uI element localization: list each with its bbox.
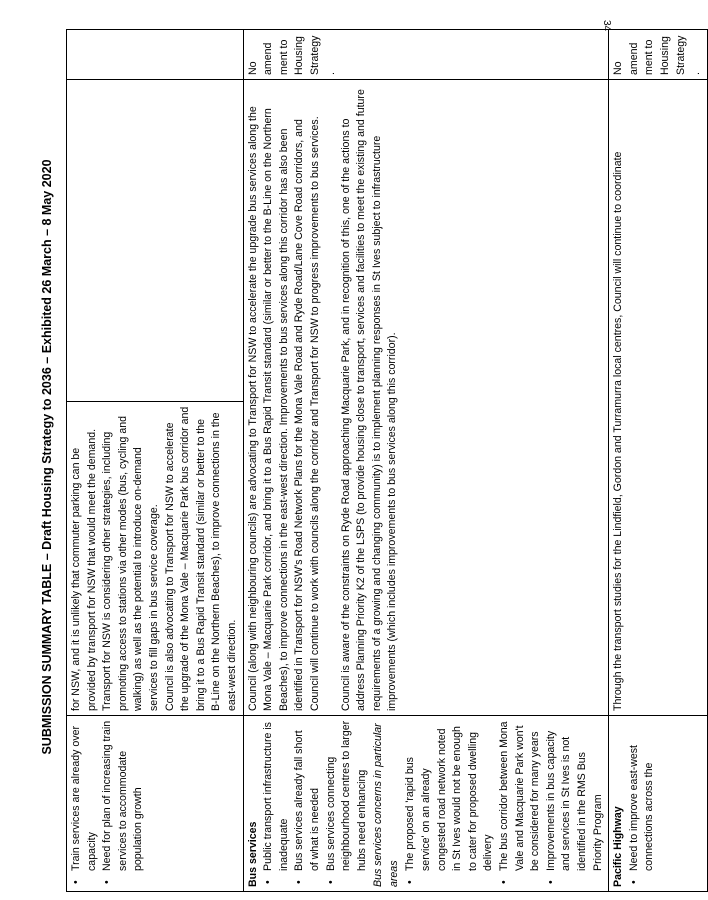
list-item: • The proposed 'rapid bus service' on an already congested road network noted in St Ives would not be enough to cater for proposed dwelling delivery	[403, 720, 497, 871]
list-item: • The bus corridor between Mona Vale and Macquarie Park won't be considered for many years	[497, 720, 544, 871]
outcome-cell	[67, 30, 244, 80]
response-cell	[243, 80, 609, 716]
row-title: Pacific Highway	[612, 806, 625, 887]
list-item: • Need for plan of increasing train services to accommodate population growth	[100, 720, 147, 871]
submission-bullet-list	[261, 720, 370, 887]
response-cell	[67, 402, 244, 716]
table-row	[243, 30, 609, 892]
table-row	[67, 30, 244, 892]
row-title: Bus services	[246, 821, 259, 887]
submission-bullet-list	[627, 720, 658, 887]
submission-bullet-list-2	[403, 720, 606, 887]
list-item: • Improvements in bus capacity and services in St Ives is not identified in the RMS Bus Priority Program	[544, 720, 606, 871]
response-paragraph: Council (along with neighbouring councils) are advocating to Transport for NSW to accelerate the upgrade bus services along the Mona Vale – Macquarie Park corridor, and bring it to a Bus Rapid Transit standard (similar or better to the B-Line on the Northern Beaches), to improve connections in the east-west direction. Improvements to bus services along this corridor has also been identified in Transport for NSW's Road Network Plans for the Mona Vale Road and Ryde Road/Lane Cove Road corridors, and Council will continue to work with councils along the corridor and Transport for NSW to progress improvements to bus services.	[246, 106, 321, 711]
submission-cell	[609, 716, 708, 892]
table-row	[609, 30, 708, 892]
response-paragraph: Through the transport studies for the Lindfield, Gordon and Turramurra local centres, Council will continue to coordinate	[612, 151, 625, 711]
outcome-cell: No amendment to Housing Strategy.	[609, 30, 708, 80]
list-item: • Bus services already fall short of what is needed	[292, 720, 323, 871]
response-cell	[609, 80, 708, 716]
response-paragraph: for NSW, and it is unlikely that commuter parking can be provided by transport for NSW that would meet the demand. Transport for NSW is considering other strategies, including promoting access to stations via other modes (bus, cycling and walking) as well as the potential to introduce on-demand services to fill gaps in bus service coverage.	[70, 415, 160, 711]
response-paragraph: Council is aware of the constraints on Ryde Road approaching Macquarie Park, and in recognition of this, one of the actions to address Planning Priority K2 of the LSPS (to provide housing close to transport, services and facilities to meet the existing and future requirements of a growing and changing community) is to implement planning responses in St Ives subject to infrastructure improvements (which includes improvements to bus services along this corridor).	[339, 89, 399, 711]
list-item: • Need to improve east-west connections across the	[627, 720, 658, 871]
list-item: • Public transport infrastructure is inadequate	[261, 720, 292, 871]
outcome-cell: No amendment to Housing Strategy.	[243, 30, 609, 80]
page-number: 34	[601, 20, 612, 32]
submission-cell	[243, 716, 609, 892]
list-item: • Train services are already over capacity	[69, 720, 100, 871]
list-item: • Bus services connecting neighbourhood centres to larger hubs need enhancing	[324, 720, 371, 871]
row-subheading: Bus services concerns in particular areas	[372, 723, 400, 887]
submission-summary-table	[66, 29, 708, 892]
submission-bullet-list	[69, 720, 147, 887]
document-title: SUBMISSION SUMMARY TABLE – Draft Housing Strategy to 2036 – Exhibited 26 March – 8 May 2020	[40, 159, 54, 755]
response-paragraph: Council is also advocating to Transport for NSW to accelerate the upgrade of the Mona Vale – Macquarie Park bus corridor and bring it to a Bus Rapid Transit standard (similar or better to the B-Line on the Northern Beaches), to improve connections in the east-west direction.	[163, 406, 238, 711]
submission-cell	[67, 716, 244, 892]
response-cell-continued	[67, 80, 244, 402]
